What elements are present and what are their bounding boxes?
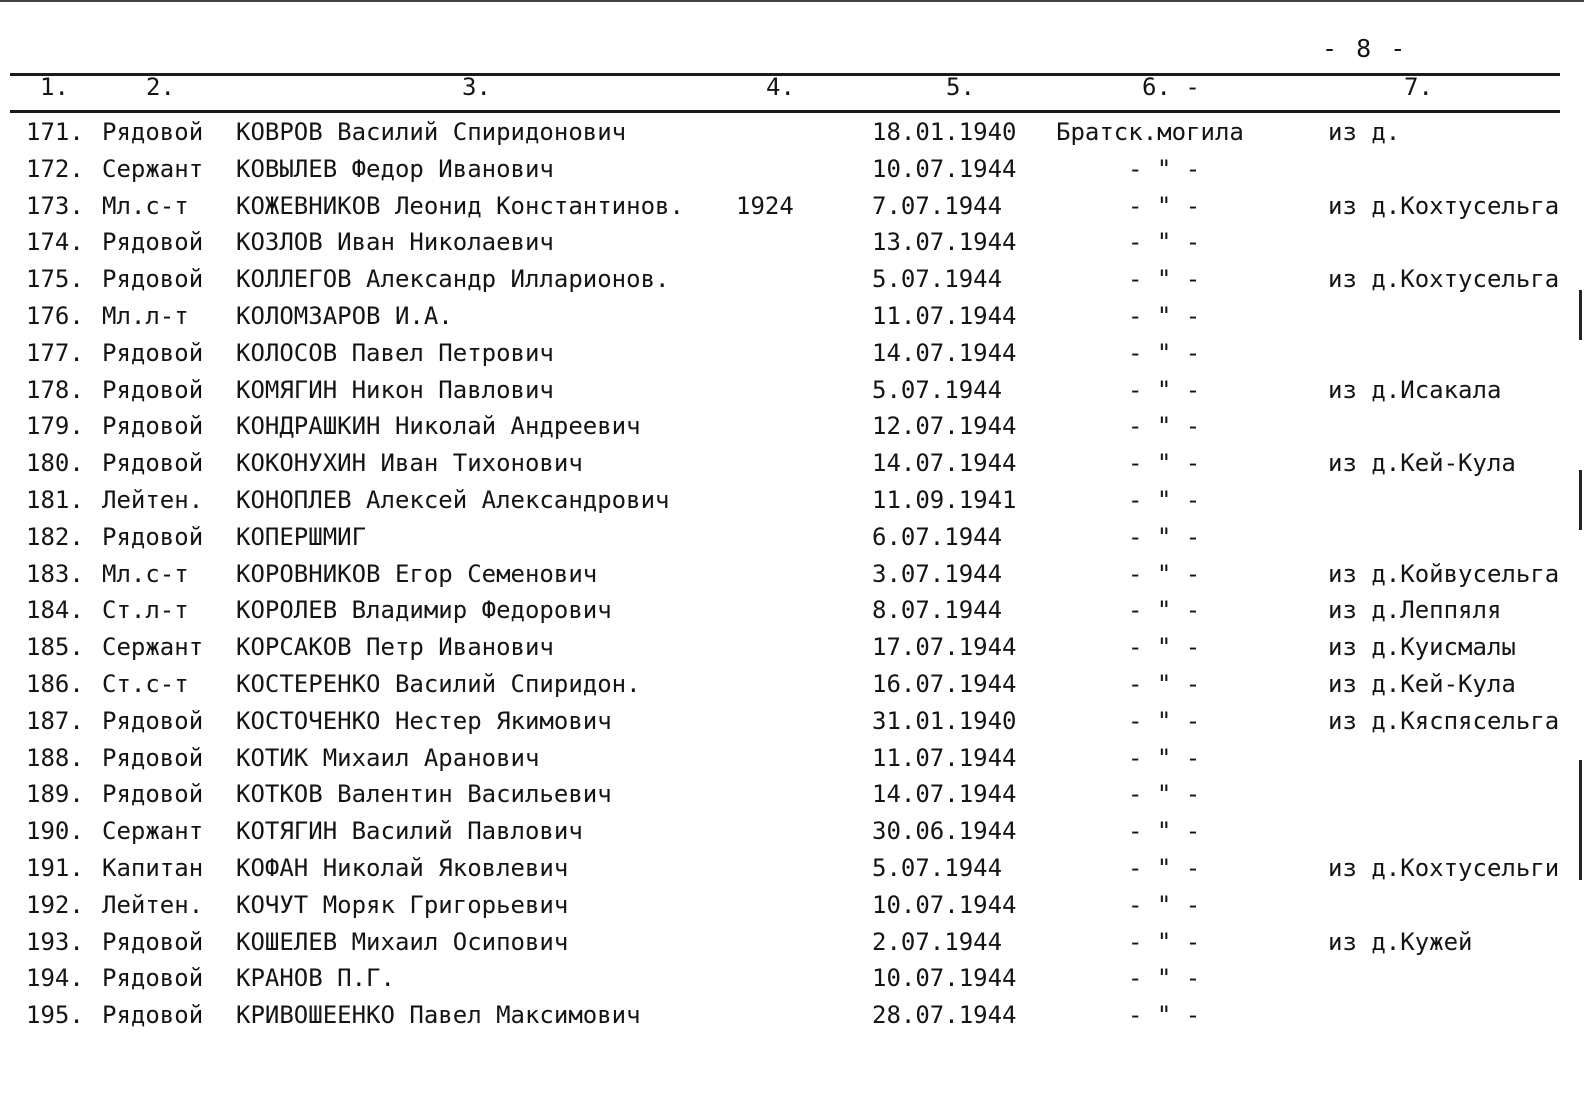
record-rank: Рядовой bbox=[102, 743, 204, 772]
record-death-date: 17.07.1944 bbox=[872, 633, 1017, 662]
record-rank: Рядовой bbox=[102, 449, 204, 478]
record-burial-place: - " - bbox=[1128, 927, 1201, 956]
record-death-date: 11.07.1944 bbox=[872, 743, 1017, 772]
record-rank: Рядовой bbox=[102, 964, 204, 993]
record-name: КОСТЕРЕНКО Василий Спиридон. bbox=[236, 670, 641, 698]
record-name: КОЧУТ Моряк Григорьевич bbox=[236, 890, 569, 919]
record-number: 173. bbox=[26, 191, 84, 220]
record-death-date: 10.07.1944 bbox=[872, 154, 1017, 183]
record-rank: Рядовой bbox=[102, 338, 204, 367]
record-name: КОКОНУХИН Иван Тихонович bbox=[236, 449, 583, 478]
record-burial-place: - " - bbox=[1128, 154, 1201, 183]
record-name: КОРОВНИКОВ Егор Семенович bbox=[236, 559, 598, 588]
table-row bbox=[0, 816, 1584, 853]
record-number: 195. bbox=[26, 1001, 84, 1030]
record-number: 183. bbox=[26, 559, 84, 588]
record-burial-place: - " - bbox=[1128, 559, 1201, 588]
record-rank: Рядовой bbox=[102, 522, 204, 551]
record-rank: Рядовой bbox=[102, 118, 204, 146]
table-row bbox=[0, 375, 1584, 412]
record-name: КОЛОСОВ Павел Петрович bbox=[236, 338, 554, 367]
record-number: 175. bbox=[26, 265, 84, 294]
record-rank: Ст.с-т bbox=[102, 670, 189, 698]
record-rank: Рядовой bbox=[102, 706, 204, 735]
record-death-date: 28.07.1944 bbox=[872, 1001, 1017, 1030]
record-origin: из д.Кохтусельга bbox=[1328, 191, 1560, 220]
record-name: КОТКОВ Валентин Васильевич bbox=[236, 780, 612, 809]
record-number: 172. bbox=[26, 154, 84, 183]
record-number: 189. bbox=[26, 780, 84, 809]
record-number: 185. bbox=[26, 633, 84, 662]
record-death-date: 16.07.1944 bbox=[872, 670, 1017, 698]
record-rank: Лейтен. bbox=[102, 486, 204, 514]
record-burial-place: - " - bbox=[1128, 191, 1201, 220]
record-origin: из д.Кяспясельга bbox=[1328, 706, 1560, 735]
table-row bbox=[0, 927, 1584, 964]
record-origin: из д.Леппяля bbox=[1328, 596, 1502, 625]
record-rank: Рядовой bbox=[102, 228, 204, 257]
record-death-date: 14.07.1944 bbox=[872, 449, 1017, 478]
table-row bbox=[0, 853, 1584, 890]
record-name: КРАНОВ П.Г. bbox=[236, 964, 395, 993]
column-header-2: 2. bbox=[146, 73, 175, 101]
table-row bbox=[0, 338, 1584, 375]
record-burial-place: - " - bbox=[1128, 1001, 1201, 1030]
record-origin: из д.Кохтусельга bbox=[1328, 265, 1560, 294]
record-death-date: 8.07.1944 bbox=[872, 596, 1003, 625]
table-row bbox=[0, 595, 1584, 632]
column-header-4: 4. bbox=[766, 73, 795, 101]
table-row bbox=[0, 559, 1584, 596]
record-name: КОФАН Николай Яковлевич bbox=[236, 854, 569, 882]
record-name: КОНДРАШКИН Николай Андреевич bbox=[236, 412, 641, 441]
record-death-date: 31.01.1940 bbox=[872, 706, 1017, 735]
record-name: КОВЫЛЕВ Федор Иванович bbox=[236, 154, 554, 183]
table-row bbox=[0, 301, 1584, 338]
record-number: 180. bbox=[26, 449, 84, 478]
record-rank: Ст.л-т bbox=[102, 596, 189, 625]
record-number: 182. bbox=[26, 522, 84, 551]
record-burial-place: - " - bbox=[1128, 780, 1201, 809]
record-rank: Рядовой bbox=[102, 265, 204, 294]
record-death-date: 30.06.1944 bbox=[872, 817, 1017, 846]
table-row bbox=[0, 411, 1584, 448]
column-header-6: 6. - bbox=[1142, 73, 1200, 101]
record-death-date: 18.01.1940 bbox=[872, 118, 1017, 146]
table-row bbox=[0, 743, 1584, 780]
table-row bbox=[0, 154, 1584, 191]
record-number: 191. bbox=[26, 854, 84, 882]
table-row bbox=[0, 890, 1584, 927]
record-name: КОЛОМЗАРОВ И.А. bbox=[236, 302, 453, 330]
record-burial-place: - " - bbox=[1128, 449, 1201, 478]
record-burial-place: - " - bbox=[1128, 265, 1201, 294]
record-rank: Рядовой bbox=[102, 375, 204, 404]
record-death-date: 14.07.1944 bbox=[872, 338, 1017, 367]
record-death-date: 6.07.1944 bbox=[872, 522, 1003, 551]
table-row bbox=[0, 191, 1584, 228]
record-burial-place: - " - bbox=[1128, 522, 1201, 551]
record-origin: из д.Кей-Кула bbox=[1328, 449, 1516, 478]
record-number: 193. bbox=[26, 927, 84, 956]
record-burial-place: - " - bbox=[1128, 412, 1201, 441]
record-name: КРИВОШЕЕНКО Павел Максимович bbox=[236, 1001, 641, 1030]
record-name: КОТИК Михаил Аранович bbox=[236, 743, 540, 772]
record-number: 188. bbox=[26, 743, 84, 772]
scan-edge-mark bbox=[1579, 290, 1582, 340]
record-burial-place: Братск.могила bbox=[1056, 118, 1244, 146]
record-burial-place: - " - bbox=[1128, 486, 1201, 514]
record-origin: из д.Койвусельга bbox=[1328, 559, 1560, 588]
top-edge-rule bbox=[0, 0, 1584, 2]
record-burial-place: - " - bbox=[1128, 743, 1201, 772]
table-row bbox=[0, 779, 1584, 816]
table-row bbox=[0, 448, 1584, 485]
record-burial-place: - " - bbox=[1128, 375, 1201, 404]
record-number: 179. bbox=[26, 412, 84, 441]
table-row bbox=[0, 632, 1584, 669]
record-death-date: 10.07.1944 bbox=[872, 964, 1017, 993]
record-origin: из д.Куисмалы bbox=[1328, 633, 1516, 662]
record-death-date: 5.07.1944 bbox=[872, 854, 1003, 882]
column-header-1: 1. bbox=[40, 73, 69, 101]
record-rank: Мл.с-т bbox=[102, 559, 189, 588]
record-name: КОШЕЛЕВ Михаил Осипович bbox=[236, 927, 569, 956]
record-rank: Рядовой bbox=[102, 412, 204, 441]
record-name: КОНОПЛЕВ Алексей Александрович bbox=[236, 486, 670, 514]
record-burial-place: - " - bbox=[1128, 817, 1201, 846]
table-row bbox=[0, 227, 1584, 264]
record-death-date: 11.07.1944 bbox=[872, 302, 1017, 330]
column-header-7: 7. bbox=[1404, 73, 1433, 101]
record-rank: Мл.л-т bbox=[102, 302, 189, 330]
record-origin: из д. bbox=[1328, 118, 1401, 146]
record-origin: из д.Кужей bbox=[1328, 927, 1473, 956]
table-row bbox=[0, 485, 1584, 522]
record-death-date: 10.07.1944 bbox=[872, 890, 1017, 919]
record-burial-place: - " - bbox=[1128, 596, 1201, 625]
record-number: 178. bbox=[26, 375, 84, 404]
table-row bbox=[0, 1000, 1584, 1037]
record-burial-place: - " - bbox=[1128, 890, 1201, 919]
record-birth-year: 1924 bbox=[736, 191, 794, 220]
record-origin: из д.Исакала bbox=[1328, 375, 1502, 404]
record-burial-place: - " - bbox=[1128, 228, 1201, 257]
scan-edge-mark bbox=[1579, 470, 1582, 530]
record-number: 187. bbox=[26, 706, 84, 735]
record-rank: Сержант bbox=[102, 633, 204, 662]
record-death-date: 11.09.1941 bbox=[872, 486, 1017, 514]
record-rank: Сержант bbox=[102, 817, 204, 846]
record-number: 181. bbox=[26, 486, 84, 514]
record-number: 171. bbox=[26, 118, 84, 146]
record-death-date: 3.07.1944 bbox=[872, 559, 1003, 588]
record-name: КОВРОВ Василий Спиридонович bbox=[236, 118, 627, 146]
record-name: КОРСАКОВ Петр Иванович bbox=[236, 633, 554, 662]
record-name: КОЛЛЕГОВ Александр Илларионов. bbox=[236, 265, 670, 294]
record-number: 177. bbox=[26, 338, 84, 367]
record-number: 194. bbox=[26, 964, 84, 993]
record-burial-place: - " - bbox=[1128, 706, 1201, 735]
record-number: 174. bbox=[26, 228, 84, 257]
table-row bbox=[0, 522, 1584, 559]
record-name: КОТЯГИН Василий Павлович bbox=[236, 817, 583, 846]
table-row bbox=[0, 264, 1584, 301]
record-rank: Лейтен. bbox=[102, 890, 204, 919]
record-name: КОЖЕВНИКОВ Леонид Константинов. bbox=[236, 191, 684, 220]
record-rank: Рядовой bbox=[102, 780, 204, 809]
record-name: КОСТОЧЕНКО Нестер Якимович bbox=[236, 706, 612, 735]
record-rank: Сержант bbox=[102, 154, 204, 183]
record-name: КОЗЛОВ Иван Николаевич bbox=[236, 228, 554, 257]
record-rank: Рядовой bbox=[102, 1001, 204, 1030]
page-number: - 8 - bbox=[1322, 34, 1408, 63]
record-burial-place: - " - bbox=[1128, 338, 1201, 367]
record-death-date: 5.07.1944 bbox=[872, 265, 1003, 294]
record-name: КОМЯГИН Никон Павлович bbox=[236, 375, 554, 404]
record-number: 176. bbox=[26, 302, 84, 330]
record-number: 186. bbox=[26, 670, 84, 698]
record-death-date: 12.07.1944 bbox=[872, 412, 1017, 441]
record-burial-place: - " - bbox=[1128, 854, 1201, 882]
table-row bbox=[0, 117, 1584, 154]
scan-edge-mark bbox=[1579, 760, 1582, 880]
record-burial-place: - " - bbox=[1128, 302, 1201, 330]
record-rank: Мл.с-т bbox=[102, 191, 189, 220]
record-death-date: 7.07.1944 bbox=[872, 191, 1003, 220]
record-rank: Капитан bbox=[102, 854, 204, 882]
record-rank: Рядовой bbox=[102, 927, 204, 956]
table-row bbox=[0, 669, 1584, 706]
record-burial-place: - " - bbox=[1128, 670, 1201, 698]
column-header-3: 3. bbox=[462, 73, 491, 101]
record-death-date: 14.07.1944 bbox=[872, 780, 1017, 809]
header-rule-bottom bbox=[10, 110, 1560, 113]
record-death-date: 13.07.1944 bbox=[872, 228, 1017, 257]
record-burial-place: - " - bbox=[1128, 964, 1201, 993]
record-name: КОРОЛЕВ Владимир Федорович bbox=[236, 596, 612, 625]
record-name: КОПЕРШМИГ bbox=[236, 522, 367, 551]
table-row bbox=[0, 706, 1584, 743]
record-burial-place: - " - bbox=[1128, 633, 1201, 662]
record-origin: из д.Кохтусельги bbox=[1328, 854, 1560, 882]
column-header-5: 5. bbox=[946, 73, 975, 101]
record-death-date: 5.07.1944 bbox=[872, 375, 1003, 404]
table-row bbox=[0, 963, 1584, 1000]
record-number: 192. bbox=[26, 890, 84, 919]
record-death-date: 2.07.1944 bbox=[872, 927, 1003, 956]
record-origin: из д.Кей-Кула bbox=[1328, 670, 1516, 698]
record-number: 184. bbox=[26, 596, 84, 625]
record-number: 190. bbox=[26, 817, 84, 846]
